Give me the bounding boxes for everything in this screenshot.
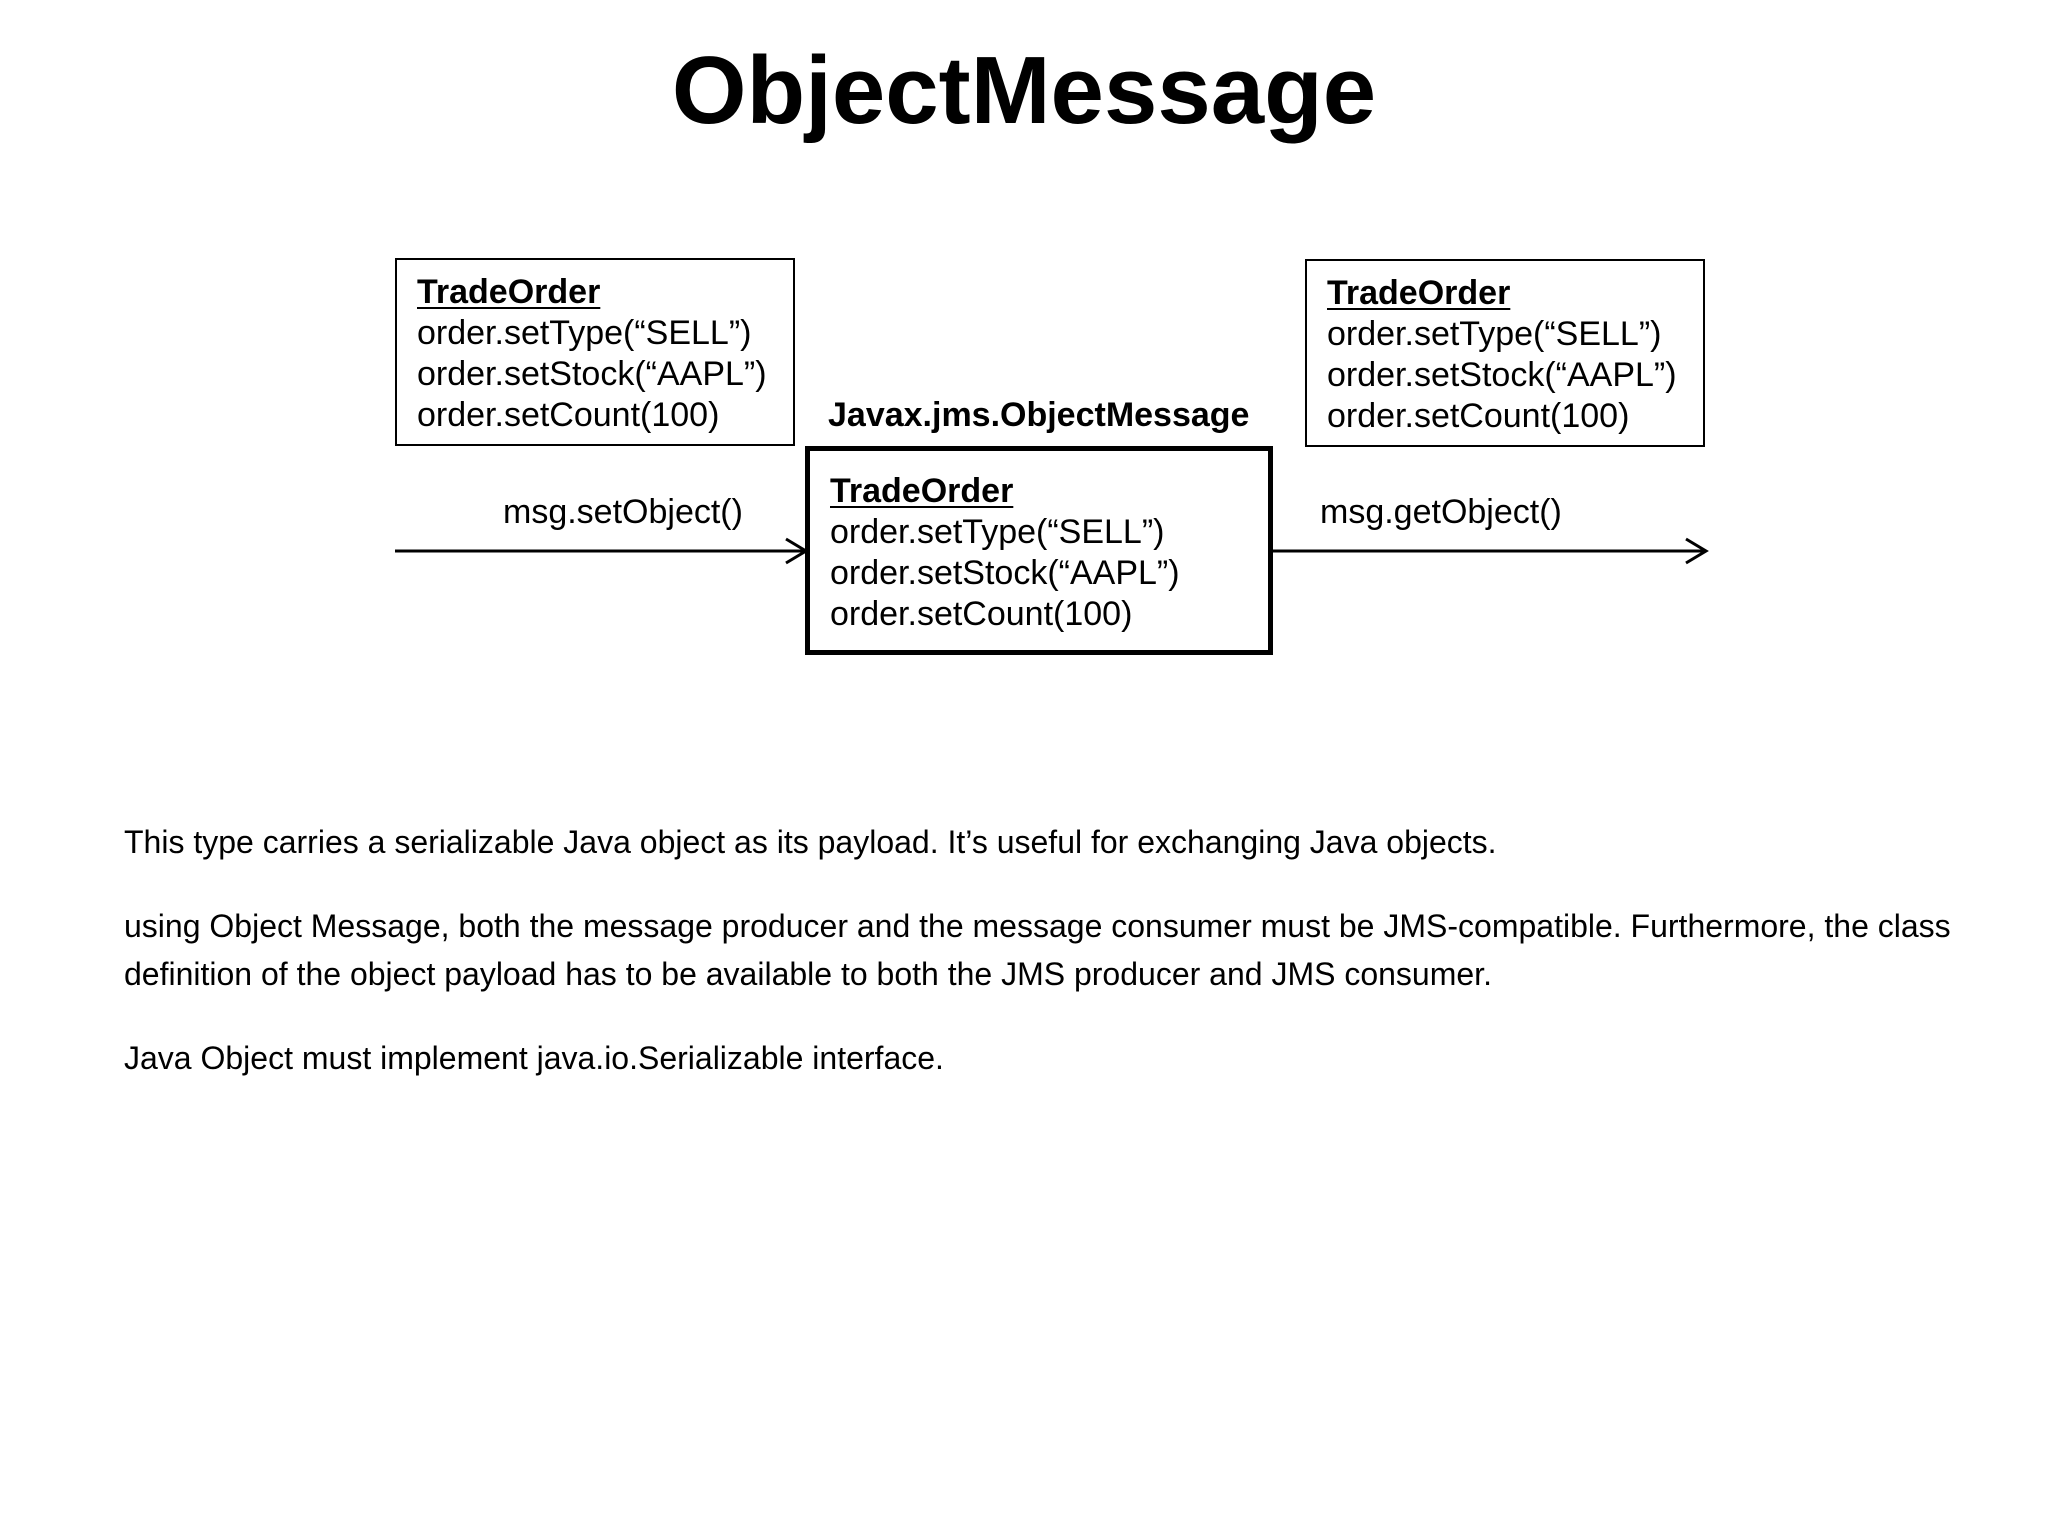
producer-trade-order-box — [395, 258, 795, 446]
message-trade-order-box — [805, 446, 1273, 655]
message-box-line: order.setCount(100) — [830, 595, 1133, 633]
producer-box-line: order.setType(“SELL”) — [417, 314, 752, 352]
set-object-arrow-label: msg.setObject() — [503, 493, 743, 531]
producer-box-heading: TradeOrder — [417, 273, 601, 311]
get-object-arrow — [1273, 539, 1706, 563]
description-paragraph: using Object Message, both the message producer and the message consumer must be JMS-compatible. Furthermore, the class definition of the object payload has to be available to both the JMS producer and JMS consumer. — [124, 908, 1951, 992]
consumer-box-heading: TradeOrder — [1327, 274, 1511, 312]
get-object-arrow-label: msg.getObject() — [1320, 493, 1562, 531]
consumer-trade-order-box — [1305, 259, 1705, 447]
set-object-arrow — [395, 539, 806, 563]
consumer-box-line: order.setType(“SELL”) — [1327, 315, 1662, 353]
producer-box-line: order.setCount(100) — [417, 396, 720, 434]
slide-title: ObjectMessage — [671, 37, 1377, 144]
description-paragraph: Java Object must implement java.io.Serializable interface. — [124, 1040, 944, 1076]
object-message-label: Javax.jms.ObjectMessage — [828, 396, 1250, 434]
consumer-box-line: order.setStock(“AAPL”) — [1327, 356, 1677, 394]
message-box-heading: TradeOrder — [830, 472, 1014, 510]
message-box-line: order.setType(“SELL”) — [830, 513, 1165, 551]
message-box-line: order.setStock(“AAPL”) — [830, 554, 1180, 592]
consumer-box-line: order.setCount(100) — [1327, 397, 1630, 435]
description-text — [124, 818, 1954, 1118]
description-paragraph: This type carries a serializable Java object as its payload. It’s useful for exchanging Java objects. — [124, 824, 1497, 860]
producer-box-line: order.setStock(“AAPL”) — [417, 355, 767, 393]
